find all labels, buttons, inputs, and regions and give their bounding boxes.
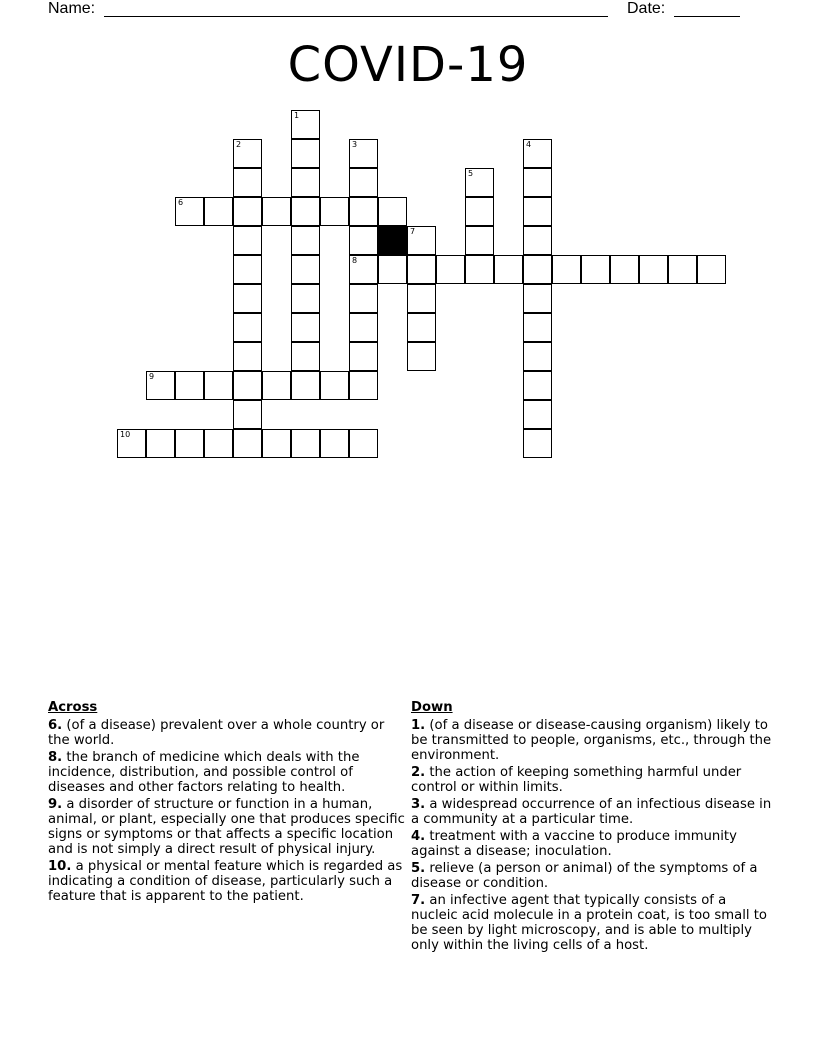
grid-cell[interactable] <box>552 255 581 284</box>
grid-cell[interactable] <box>291 429 320 458</box>
cell-number: 9 <box>149 372 155 381</box>
grid-cell[interactable] <box>262 197 291 226</box>
grid-cell[interactable] <box>378 255 407 284</box>
down-clue <box>411 893 773 953</box>
grid-cell[interactable] <box>349 371 378 400</box>
cell-number: 5 <box>468 169 474 178</box>
grid-cell[interactable] <box>291 255 320 284</box>
clue-text: relieve (a person or animal) of the symptoms of a disease or condition. <box>411 861 758 891</box>
grid-cell[interactable] <box>349 226 378 255</box>
grid-cell[interactable] <box>291 371 320 400</box>
grid-cell[interactable] <box>349 197 378 226</box>
grid-cell[interactable] <box>320 429 349 458</box>
across-clues <box>48 700 406 906</box>
down-heading: Down <box>411 700 453 715</box>
down-clue <box>411 797 773 827</box>
clue-number: 1. <box>411 718 426 733</box>
clue-number: 2. <box>411 765 426 780</box>
clue-text: an infective agent that typically consists of a nucleic acid molecule in a protein coat, is too small to be seen by light microscopy, and is able to multiply only within the living cells of a host. <box>411 893 767 953</box>
cell-number: 6 <box>178 198 184 207</box>
grid-cell[interactable] <box>291 168 320 197</box>
grid-cell[interactable] <box>407 226 436 255</box>
grid-cell[interactable] <box>233 313 262 342</box>
grid-cell[interactable] <box>320 371 349 400</box>
black-cell <box>378 226 407 255</box>
name-label: Name: <box>48 0 96 17</box>
grid-cell[interactable] <box>233 255 262 284</box>
grid-cell[interactable] <box>233 168 262 197</box>
cell-number: 7 <box>410 227 416 236</box>
grid-cell[interactable] <box>233 429 262 458</box>
clue-number: 10. <box>48 859 72 874</box>
down-clue <box>411 718 773 763</box>
grid-cell[interactable] <box>436 255 465 284</box>
grid-cell[interactable] <box>465 197 494 226</box>
grid-cell[interactable] <box>349 313 378 342</box>
grid-cell[interactable] <box>465 255 494 284</box>
grid-cell[interactable] <box>523 226 552 255</box>
clue-text: treatment with a vaccine to produce immunity against a disease; inoculation. <box>411 829 737 859</box>
grid-cell[interactable] <box>407 284 436 313</box>
grid-cell[interactable] <box>523 284 552 313</box>
grid-cell[interactable] <box>407 255 436 284</box>
clue-number: 8. <box>48 750 63 765</box>
grid-cell[interactable] <box>465 168 494 197</box>
grid-cell[interactable] <box>117 429 146 458</box>
grid-cell[interactable] <box>291 226 320 255</box>
grid-cell[interactable] <box>523 371 552 400</box>
cell-number: 2 <box>236 140 242 149</box>
grid-cell[interactable] <box>233 342 262 371</box>
across-clue <box>48 859 406 904</box>
cell-number: 1 <box>294 111 300 120</box>
clue-number: 5. <box>411 861 426 876</box>
crossword-grid <box>0 0 816 480</box>
grid-cell[interactable] <box>349 284 378 313</box>
grid-cell[interactable] <box>523 168 552 197</box>
grid-cell[interactable] <box>175 371 204 400</box>
across-clue <box>48 718 406 748</box>
grid-cell[interactable] <box>639 255 668 284</box>
cell-number: 8 <box>352 256 358 265</box>
clue-text: a physical or mental feature which is regarded as indicating a condition of disease, particularly such a feature that is apparent to the patient. <box>48 859 403 904</box>
grid-cell[interactable] <box>697 255 726 284</box>
across-clue <box>48 750 406 795</box>
grid-cell[interactable] <box>233 197 262 226</box>
clue-text: (of a disease or disease-causing organism) likely to be transmitted to people, organisms, etc., through the environment. <box>411 718 772 763</box>
grid-cell[interactable] <box>204 197 233 226</box>
grid-cell[interactable] <box>291 110 320 139</box>
grid-cell[interactable] <box>262 371 291 400</box>
clue-text: a disorder of structure or function in a human, animal, or plant, especially one that produces specific signs or symptoms or that affects a specific location and is not simply a direct result of physical injury. <box>48 797 405 857</box>
grid-cell[interactable] <box>175 197 204 226</box>
grid-cell[interactable] <box>494 255 523 284</box>
grid-cell[interactable] <box>291 284 320 313</box>
across-heading: Across <box>48 700 98 715</box>
grid-cell[interactable] <box>175 429 204 458</box>
across-clue <box>48 797 406 857</box>
grid-cell[interactable] <box>291 139 320 168</box>
grid-cell[interactable] <box>204 429 233 458</box>
page-title: COVID-19 <box>287 37 529 93</box>
grid-cell[interactable] <box>523 342 552 371</box>
clue-number: 9. <box>48 797 63 812</box>
grid-cell[interactable] <box>233 139 262 168</box>
clue-text: (of a disease) prevalent over a whole country or the world. <box>48 718 385 748</box>
grid-cell[interactable] <box>407 342 436 371</box>
date-label: Date: <box>627 0 666 17</box>
down-clue <box>411 861 773 891</box>
grid-cell[interactable] <box>291 197 320 226</box>
down-clue <box>411 765 773 795</box>
grid-cell[interactable] <box>204 371 233 400</box>
grid-cell[interactable] <box>349 168 378 197</box>
grid-cell[interactable] <box>349 429 378 458</box>
grid-cell[interactable] <box>378 197 407 226</box>
grid-cell[interactable] <box>291 313 320 342</box>
grid-cell[interactable] <box>291 342 320 371</box>
grid-cell[interactable] <box>523 139 552 168</box>
cell-number: 4 <box>526 140 532 149</box>
grid-cell[interactable] <box>320 197 349 226</box>
cell-number: 3 <box>352 140 358 149</box>
clue-number: 6. <box>48 718 63 733</box>
clue-number: 7. <box>411 893 426 908</box>
grid-cell[interactable] <box>233 284 262 313</box>
grid-cell[interactable] <box>146 429 175 458</box>
grid-cell[interactable] <box>668 255 697 284</box>
clue-number: 3. <box>411 797 426 812</box>
grid-cell[interactable] <box>349 342 378 371</box>
clue-number: 4. <box>411 829 426 844</box>
grid-cell[interactable] <box>523 255 552 284</box>
down-clues <box>411 700 773 955</box>
grid-cell[interactable] <box>523 429 552 458</box>
down-clue <box>411 829 773 859</box>
grid-cell[interactable] <box>349 139 378 168</box>
grid-cell[interactable] <box>523 400 552 429</box>
grid-cell[interactable] <box>523 197 552 226</box>
grid-cell[interactable] <box>581 255 610 284</box>
cell-number: 10 <box>120 430 131 439</box>
grid-cell[interactable] <box>523 313 552 342</box>
grid-cell[interactable] <box>233 226 262 255</box>
clue-text: the branch of medicine which deals with the incidence, distribution, and possible control of diseases and other factors relating to health. <box>48 750 360 795</box>
grid-cell[interactable] <box>465 226 494 255</box>
grid-cell[interactable] <box>233 400 262 429</box>
grid-cell[interactable] <box>146 371 175 400</box>
grid-cell[interactable] <box>262 429 291 458</box>
clue-text: a widespread occurrence of an infectious disease in a community at a particular time. <box>411 797 772 827</box>
grid-cell[interactable] <box>407 313 436 342</box>
grid-cell[interactable] <box>233 371 262 400</box>
grid-cell[interactable] <box>349 255 378 284</box>
clue-text: the action of keeping something harmful under control or within limits. <box>411 765 742 795</box>
grid-cell[interactable] <box>610 255 639 284</box>
